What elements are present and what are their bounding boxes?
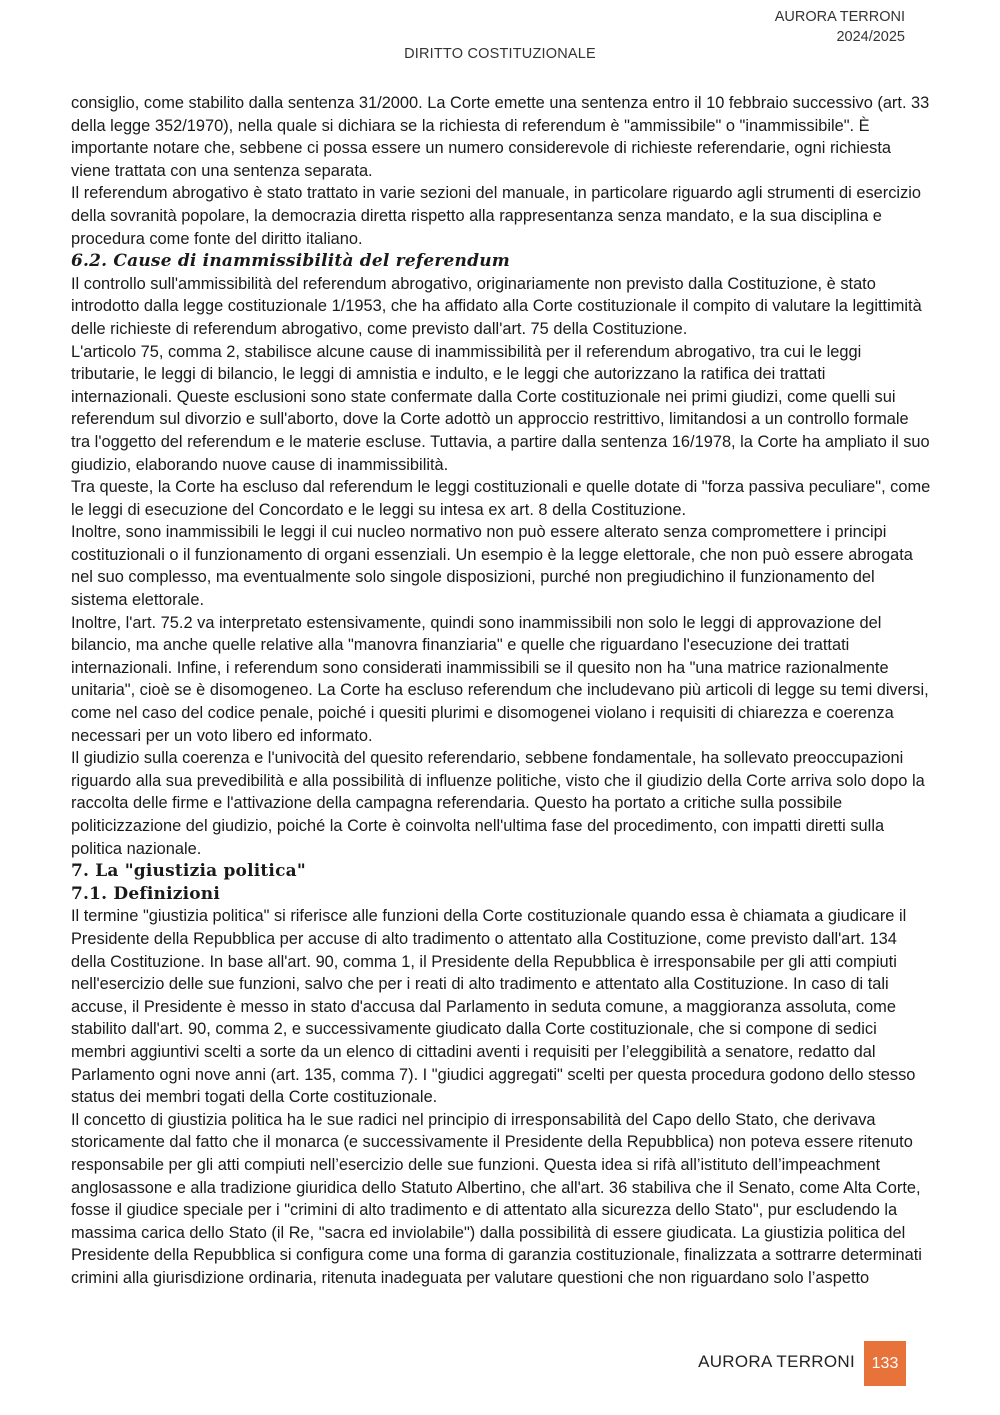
page-number-badge [864,1341,906,1386]
paragraph: Inoltre, l'art. 75.2 va interpretato estensivamente, quindi sono inammissibili non solo le leggi di approvazione del bilancio, ma anche quelle relative alla "manovra finanziaria" e quelle che riguardano l'esecuzione dei trattati internazionali. Infine, i referendum sono considerati inammissibili se il quesito non ha "una matrice razionalmente unitaria", cioè se è disomogeneo. La Corte ha escluso referendum che includevano più articoli di legge su temi diversi, come nel caso del codice penale, poiché i quesiti plurimi e disomogenei violano i requisiti di chiarezza e coerenza necessari per un voto libero ed informato. [71,613,929,745]
section-heading: 7.1. Definizioni [71,883,221,904]
paragraph: Il termine "giustizia politica" si riferisce alle funzioni della Corte costituzionale quando essa è chiamata a giudicare il Presidente della Repubblica per accuse di alto tradimento o attentato alla Costituzione, come previsto dall'art. 134 della Costituzione. In base all'art. 90, comma 1, il Presidente della Repubblica è irresponsabile per gli atti compiuti nell'esercizio delle sue funzioni, salvo che per i reati di alto tradimento e attentato alla Costituzione. In caso di tali accuse, il Presidente è messo in stato d'accusa dal Parlamento in seduta comune, a maggioranza assoluta, come stabilito dall'art. 90, comma 2, e successivamente giudicato dalla Corte costituzionale, che si compone di sedici membri aggiuntivi scelti a sorte da un elenco di cittadini aventi i requisiti per l’eleggibilità a senatore, redatto dal Parlamento ogni nove anni (art. 135, comma 7). I "giudici aggregati" scelti per questa procedura godono dello stesso status dei membri togati della Corte costituzionale. [71,907,916,1107]
header-subject: DIRITTO COSTITUZIONALE [404,46,596,62]
paragraph: Il giudizio sulla coerenza e l'univocità del quesito referendario, sebbene fondamentale, ha sollevato preoccupazioni riguardo alla sua prevedibilità e alla possibilità di influenze politiche, visto che il giudizio della Corte arriva solo dopo la raccolta delle firme e l'attivazione della campagna referendaria. Questo ha portato a critiche sulla possibile politicizzazione del giudizio, poiché la Corte è coinvolta nell'ultima fase del procedimento, con impatti diretti sulla politica nazionale. [71,749,925,858]
chapter-heading: 7. La "giustizia politica" [71,861,306,882]
page-content [71,92,931,1289]
header-year: 2024/2025 [836,29,905,45]
header-author: AURORA TERRONI [774,9,905,25]
paragraph: L'articolo 75, comma 2, stabilisce alcune cause di inammissibilità per il referendum abrogativo, tra cui le leggi tributarie, le leggi di bilancio, le leggi di amnistia e indulto, e le leggi che autorizzano la ratifica dei trattati internazionali. Queste esclusioni sono state confermate dalla Corte costituzionale nei primi giudizi, come quelli sui referendum sul divorzio e sull'aborto, dove la Corte adottò un approccio restrittivo, limitandosi a un controllo formale tra l'oggetto del referendum e le materie escluse. Tuttavia, a partire dalla sentenza 16/1978, la Corte ha ampliato il suo giudizio, elaborando nuove cause di inammissibilità. [71,342,930,474]
paragraph: Inoltre, sono inammissibili le leggi il cui nucleo normativo non può essere alterato senza compromettere i principi costituzionali o il funzionamento di organi essenziali. Un esempio è la legge elettorale, che non può essere abrogata nel suo complesso, ma eventualmente solo singole disposizioni, purché non pregiudichino il funzionamento del sistema elettorale. [71,523,913,610]
page-number: 133 [871,1354,899,1372]
paragraph: Il controllo sull'ammissibilità del referendum abrogativo, originariamente non previsto dalla Costituzione, è stato introdotto dalla legge costituzionale 1/1953, che ha affidato alla Corte costituzionale il compito di valutare la legittimità delle richieste di referendum abrogativo, come previsto dall'art. 75 della Costituzione. [71,274,922,338]
paragraph: Il referendum abrogativo è stato trattato in varie sezioni del manuale, in particolare riguardo agli strumenti di esercizio della sovranità popolare, la democrazia diretta rispetto alla rappresentanza senza mandato, e la sua disciplina e procedura come fonte del diritto italiano. [71,184,922,248]
header-author-block [775,7,905,47]
section-heading: 6.2. Cause di inammissibilità del referendum [71,251,510,272]
paragraph: consiglio, come stabilito dalla sentenza 31/2000. La Corte emette una sentenza entro il 10 febbraio successivo (art. 33 della legge 352/1970), nella quale si dichiara se la richiesta di referendum è "ammissibile" o "inammissibile". È importante notare che, sebbene ci possa essere un numero considerevole di richieste referendarie, ogni richiesta viene trattata con una sentenza separata. [71,94,930,180]
paragraph: Tra queste, la Corte ha escluso dal referendum le leggi costituzionali e quelle dotate di "forza passiva peculiare", come le leggi di esecuzione del Concordato e le leggi su intesa ex art. 8 della Costituzione. [71,478,931,519]
paragraph: Il concetto di giustizia politica ha le sue radici nel principio di irresponsabilità del Capo dello Stato, che derivava storicamente dal fatto che il monarca (e successivamente il Presidente della Repubblica) non poteva essere ritenuto responsabile per gli atti compiuti nell’esercizio delle sue funzioni. Questa idea si rifà all’istituto dell’impeachment anglosassone e alla tradizione giuridica dello Statuto Albertino, che all'art. 36 stabiliva che il Senato, come Alta Corte, fosse il giudice speciale per i "crimini di alto tradimento e di attentato alla sicurezza dello Stato", pur escludendo la massima carica dello Stato (il Re, "sacra ed inviolabile") dalla possibilità di essere giudicata. La giustizia politica del Presidente della Repubblica si configura come una forma di garanzia costituzionale, finalizzata a sottrarre determinati crimini alla giurisdizione ordinaria, ritenuta inadeguata per valutare questioni che non riguardano solo l’aspetto [71,1110,922,1287]
footer-author: AURORA TERRONI [698,1352,855,1371]
